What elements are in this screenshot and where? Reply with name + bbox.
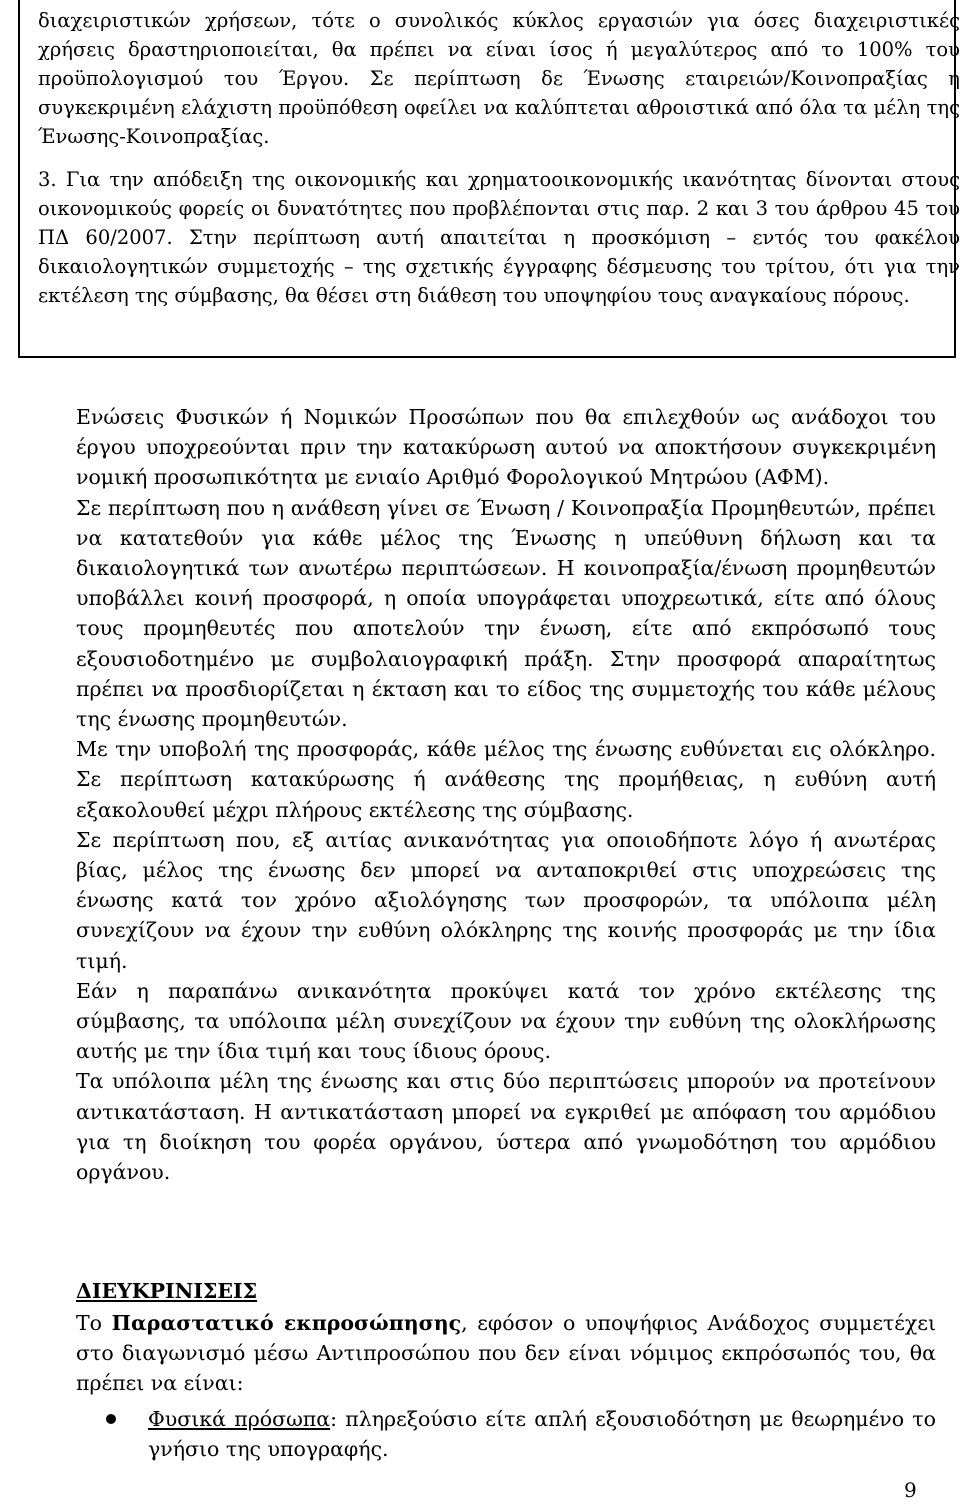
clarifications-intro — [76, 1308, 936, 1399]
bullet-icon — [106, 1414, 116, 1424]
main-section — [76, 402, 936, 1187]
boxed-paragraph-1: διαχειριστικών χρήσεων, τότε ο συνολικός κύκλος εργασιών για όσες διαχειριστικές χρήσεις δραστηριοποιείται, θα πρέπει να είναι ίσος ή μεγαλύτερος από το 100% του προϋπολογισμού του Έργου. Σε περίπτωση δε Ένωσης εταιρειών/Κοινοπραξίας η συγκεκριμένη ελάχιστη προϋπόθεση οφείλει να καλύπτεται αθροιστικά από όλα τα μέλη της Ένωσης-Κοινοπραξίας. — [38, 9, 960, 148]
paragraph-consortium-legal-entity: Ενώσεις Φυσικών ή Νομικών Προσώπων που θα επιλεχθούν ως ανάδοχοι του έργου υποχρεούνται πριν την κατακύρωση αυτού να αποκτήσουν συγκεκριμένη νομική προσωπικότητα με ενιαίο Αριθμό Φορολογικού Μητρώου (ΑΦΜ). — [76, 405, 936, 490]
bullet-list — [100, 1404, 936, 1464]
paragraph-execution-incapacity: Εάν η παραπάνω ανικανότητα προκύψει κατά τον χρόνο εκτέλεσης της σύμβασης, τα υπόλοιπα μέλη συνεχίζουν να έχουν την ευθύνη της ολοκλήρωσης αυτής με την ίδια τιμή και τους ίδιους όρους. — [76, 978, 936, 1064]
intro-suffix: , εφόσον ο υποψήφιος Ανάδοχος συμμετέχει στο διαγωνισμό μέσω Αντιπροσώπου που δεν είναι νόμιμος εκπρόσωπός του, θα πρέπει να είναι: — [76, 1311, 936, 1396]
bordered-section-content — [38, 6, 960, 310]
bordered-section — [18, 0, 960, 358]
paragraph-member-incapacity: Σε περίπτωση που, εξ αιτίας ανικανότητας για οποιοδήποτε λόγο ή ανωτέρας βίας, μέλος της ένωσης δεν μπορεί να ανταποκριθεί στις υποχρεώσεις της ένωσης κατά τον χρόνο αξιολόγησης των προσφορών, τα υπόλοιπα μέλη συνεχίζουν να έχουν την ευθύνη ολόκληρης της κοινής προσφοράς με την ίδια τιμή. — [76, 827, 936, 973]
section-heading: ΔΙΕΥΚΡΙΝΙΣΕΙΣ — [76, 1279, 258, 1303]
list-item — [100, 1404, 936, 1464]
paragraph-joint-liability: Με την υποβολή της προσφοράς, κάθε μέλος της ένωσης ευθύνεται εις ολόκληρο. Σε περίπτωση κατακύρωσης ή ανάθεσης της προμήθειας, η ευθύνη αυτή εξακολουθεί μέχρι πλήρους εκτέλεσης της σύμβασης. — [76, 737, 936, 822]
page-number: 9 — [904, 1478, 917, 1502]
clarifications-section — [76, 1308, 936, 1399]
paragraph-consortium-award: Σε περίπτωση που η ανάθεση γίνει σε Ένωση / Κοινοπραξία Προμηθευτών, πρέπει να κατατεθούν για κάθε μέλος της Ένωσης η υπεύθυνη δήλωση και τα δικαιολογητικά των ανωτέρω περιπτώσεων. Η κοινοπραξία/ένωση προμηθευτών υποβάλλει κοινή προσφορά, η οποία υπογράφεται υποχρεωτικά, είτε από όλους τους προμηθευτές που αποτελούν την ένωση, είτε από εκπρόσωπό τους εξουσιοδοτημένο με συμβολαιογραφική πράξη. Στην προσφορά απαραίτητως πρέπει να προσδιορίζεται η έκταση και το είδος της συμμετοχής του κάθε μέλους της ένωσης προμηθευτών. — [76, 495, 936, 732]
intro-prefix: Το — [76, 1311, 112, 1335]
bullet-label: Φυσικά πρόσωπα — [148, 1407, 331, 1431]
bullet-text: : πληρεξούσιο είτε απλή εξουσιοδότηση με θεωρημένο το γνήσιο της υπογραφής. — [148, 1407, 936, 1462]
intro-bold-term: Παραστατικό εκπροσώπησης — [111, 1311, 462, 1335]
paragraph-replacement: Τα υπόλοιπα μέλη της ένωσης και στις δύο περιπτώσεις μπορούν να προτείνουν αντικατάσταση. Η αντικατάσταση μπορεί να εγκριθεί με απόφαση του αρμόδιου για τη διοίκηση του φορέα οργάνου, ύστερα από γνωμοδότηση του αρμόδιου οργάνου. — [76, 1069, 936, 1185]
boxed-paragraph-2: 3. Για την απόδειξη της οικονομικής και χρηματοοικονομικής ικανότητας δίνονται στους οικονομικούς φορείς οι δυνατότητες που προβλέπονται στις παρ. 2 και 3 του άρθρου 45 του ΠΔ 60/2007. Στην περίπτωση αυτή απαιτείται η προσκόμιση – εντός του φακέλου δικαιολογητικών συμμετοχής – της σχετικής έγγραφης δέσμευσης του τρίτου, ότι για την εκτέλεση της σύμβασης, θα θέσει στη διάθεση του υποψηφίου τους αναγκαίους πόρους. — [38, 168, 960, 307]
